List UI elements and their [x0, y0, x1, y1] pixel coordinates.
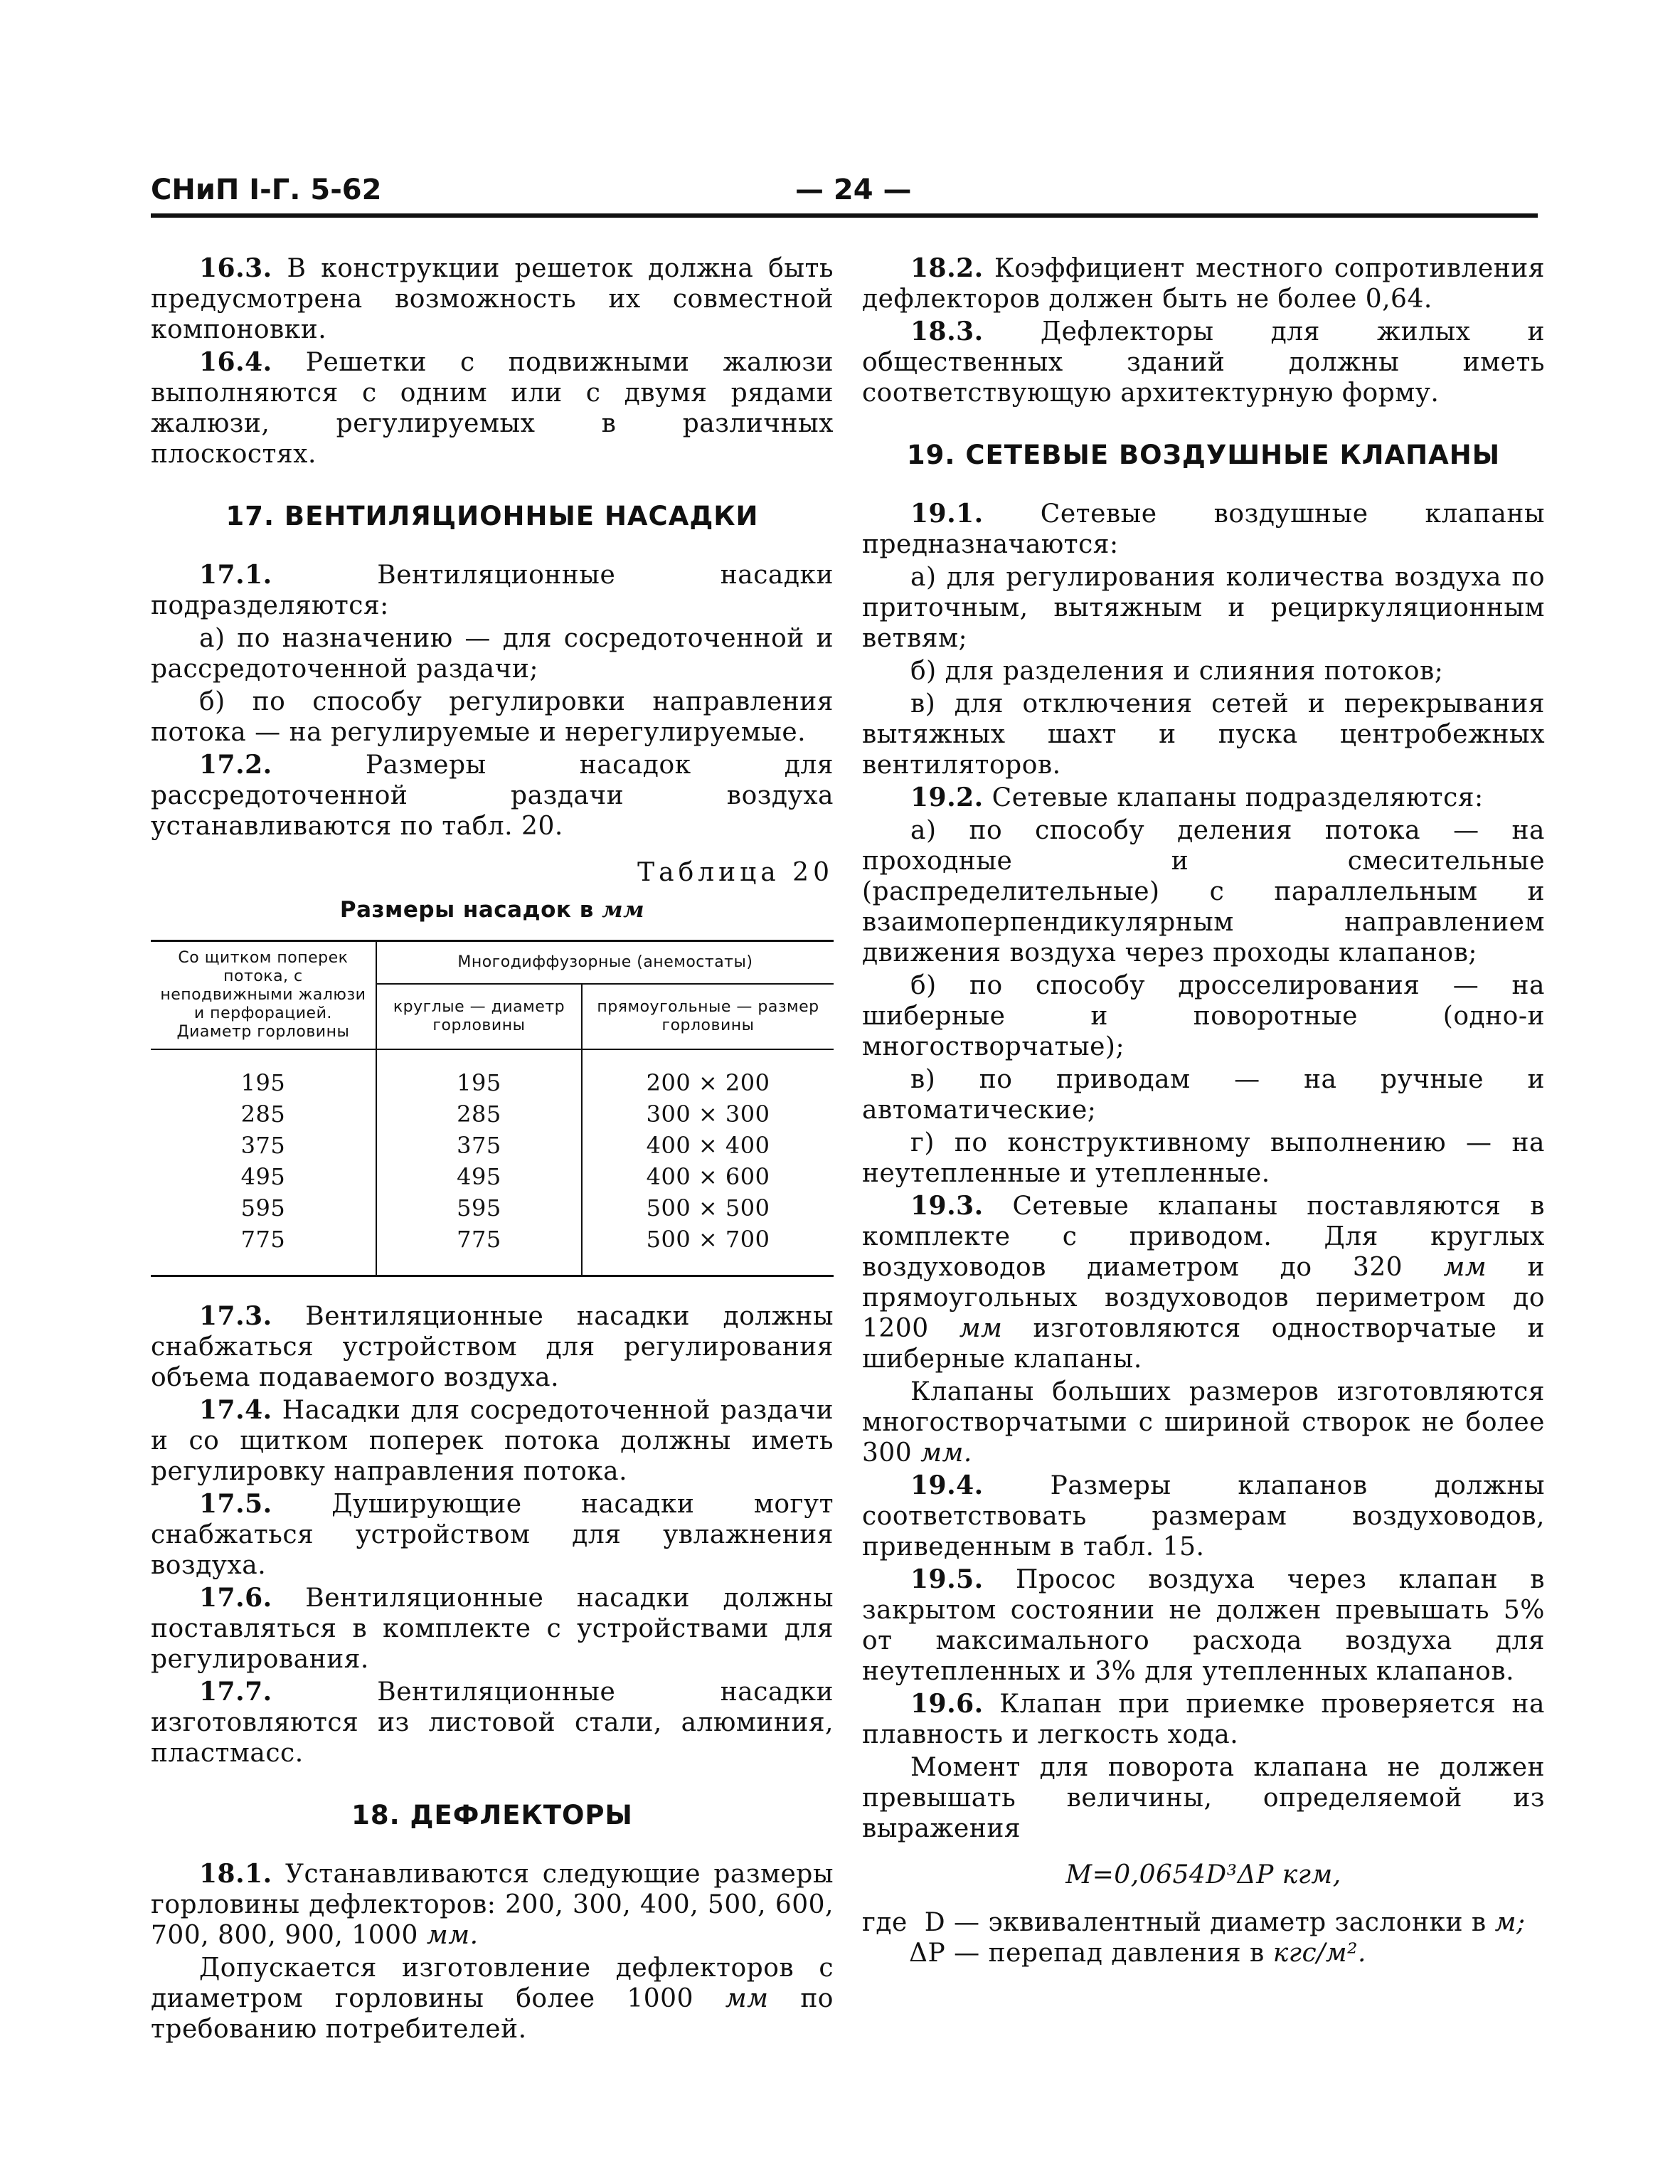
table-cell: 375	[151, 1130, 376, 1161]
left-column	[151, 253, 834, 2047]
table-cell: 775	[376, 1224, 582, 1276]
table-cell: 595	[376, 1192, 582, 1224]
right-column	[862, 253, 1545, 1968]
table-cell: 400 × 400	[646, 1132, 770, 1159]
paragraph-16-3: 16.3. В конструкции решеток должна быть предусмотрена возможность их совместной компоновки.	[151, 253, 834, 344]
table-cell: 775	[151, 1224, 376, 1276]
table-label: Таблица 20	[637, 858, 834, 887]
paragraph-17-1-b: б) по способу регулировки направления потока — на регулируемые и нерегулируемые.	[151, 687, 834, 747]
paragraph-16-4: 16.4. Решетки с подвижными жалюзи выполняются с одним или с двумя рядами жалюзи, регулируемых в различных плоскостях.	[151, 347, 834, 469]
table-row	[151, 1130, 834, 1161]
paragraph-18-2: 18.2. Коэффициент местного сопротивления дефлекторов должен быть не более 0,64.	[862, 253, 1545, 314]
table-row	[151, 1161, 834, 1192]
paragraph-19-3: 19.3. Сетевые клапаны поставляются в комплекте с приводом. Для круглых воздуховодов диаметром до 320 мм и прямоугольных воздуховодов периметром до 1200 мм изготовляются одностворчатые и шиберные клапаны.	[862, 1191, 1545, 1374]
paragraph-19-1-c: в) для отключения сетей и перекрывания вытяжных шахт и пуска центробежных вентиляторов.	[862, 689, 1545, 780]
paragraph-19-5: 19.5. Просос воздуха через клапан в закрытом состоянии не должен превышать 5% от максимального расхода воздуха для неутепленных и 3% для утепленных клапанов.	[862, 1564, 1545, 1686]
paragraph-17-6: 17.6. Вентиляционные насадки должны поставляться в комплекте с устройствами для регулирования.	[151, 1583, 834, 1674]
paragraph-18-1-extra: Допускается изготовление дефлекторов с диаметром горловины более 1000 мм по требованию потребителей.	[151, 1954, 834, 2044]
formula-legend-dp: ΔP — перепад давления в кгс/м².	[909, 1939, 1366, 1968]
paragraph-18-3: 18.3. Дефлекторы для жилых и общественных зданий должны иметь соответствующую архитектурную форму.	[862, 317, 1546, 408]
table-cell: 495	[376, 1161, 582, 1192]
nozzle-dimensions-table	[151, 940, 834, 1277]
section-18-title: 18. ДЕФЛЕКТОРЫ	[351, 1800, 633, 1830]
section-19-title: 19. СЕТЕВЫЕ ВОЗДУШНЫЕ КЛАПАНЫ	[906, 440, 1501, 470]
section-17-title: 17. ВЕНТИЛЯЦИОННЫЕ НАСАДКИ	[225, 501, 759, 531]
paragraph-17-2: 17.2. Размеры насадок для рассредоточенной раздачи воздуха устанавливаются по табл. 20.	[151, 750, 834, 841]
paragraph-19-2-g: г) по конструктивному выполнению — на неутепленные и утепленные.	[862, 1128, 1545, 1188]
table-cell: 300 × 300	[646, 1101, 770, 1128]
table-cell: 500 × 500	[646, 1194, 770, 1221]
paragraph-17-1: 17.1. Вентиляционные насадки подразделяются:	[151, 560, 834, 620]
paragraph-17-1-a: а) по назначению — для сосредоточенной и рассредоточенной раздачи;	[151, 624, 834, 684]
table-cell: 285	[376, 1098, 582, 1130]
paragraph-19-2-b: б) по способу дросселирования — на шиберные и поворотные (одно-и многостворчатые);	[862, 971, 1545, 1061]
table-row	[151, 1098, 834, 1130]
torque-formula: M=0,0654D³ΔP кгм,	[1065, 1860, 1341, 1889]
paragraph-19-6-extra: Момент для поворота клапана не должен превышать величины, определяемой из выражения	[862, 1753, 1545, 1843]
paragraph-17-5: 17.5. Душирующие насадки могут снабжаться устройством для увлажнения воздуха.	[151, 1489, 834, 1580]
table-cell: 495	[151, 1161, 376, 1192]
formula-legend-d: где D — эквивалентный диаметр заслонки в м;	[862, 1908, 1526, 1937]
table-cell: 200 × 200	[646, 1069, 770, 1096]
page-header	[151, 174, 1538, 216]
table-cell: 285	[151, 1098, 376, 1130]
paragraph-17-3: 17.3. Вентиляционные насадки должны снабжаться устройством для регулирования объема подаваемого воздуха.	[151, 1301, 834, 1392]
paragraph-19-1-b: б) для разделения и слияния потоков;	[910, 657, 1444, 686]
document-code: СНиП I-Г. 5-62	[151, 174, 382, 206]
paragraph-19-6: 19.6. Клапан при приемке проверяется на плавность и легкость хода.	[862, 1689, 1546, 1749]
paragraph-18-1: 18.1. Устанавливаются следующие размеры горловины дефлекторов: 200, 300, 400, 500, 600, 700, 800, 900, 1000 мм.	[151, 1859, 834, 1950]
paragraph-19-2-a: а) по способу деления потока — на проходные и смесительные (распределительные) с параллельным и взаимоперпендикулярным направлением движения воздуха через проходы клапанов;	[862, 816, 1545, 968]
paragraph-17-7: 17.7. Вентиляционные насадки изготовляются из листовой стали, алюминия, пластмасс.	[151, 1677, 834, 1768]
table-cell: 500 × 700	[646, 1226, 770, 1253]
table-row	[151, 1224, 834, 1276]
table-header-col1: Со щитком поперек потока, с неподвижными жалюзи и перфорацией. Диаметр горловины	[151, 941, 376, 1050]
paragraph-17-4: 17.4. Насадки для сосредоточенной раздачи и со щитком поперек потока должны иметь регулировку направления потока.	[151, 1395, 834, 1486]
header-rule	[151, 213, 1538, 218]
table-cell: 595	[151, 1192, 376, 1224]
paragraph-19-3-extra: Клапаны больших размеров изготовляются многостворчатыми с шириной створок не более 300 мм.	[862, 1377, 1545, 1468]
table-row	[151, 1192, 834, 1224]
table-cell: 400 × 600	[646, 1163, 770, 1190]
table-header-col3: прямоугольные — размер горловины	[582, 984, 834, 1049]
paragraph-19-1: 19.1. Сетевые воздушные клапаны предназначаются:	[862, 499, 1545, 559]
table-cell: 195	[151, 1049, 376, 1098]
table-cell: 195	[376, 1049, 582, 1098]
table-title: Размеры насадок в мм	[339, 897, 645, 923]
paragraph-19-4: 19.4. Размеры клапанов должны соответствовать размерам воздуховодов, приведенным в табл. 15.	[862, 1470, 1545, 1562]
table-cell: 375	[376, 1130, 582, 1161]
table-row	[151, 1049, 834, 1098]
paragraph-19-2-v: в) по приводам — на ручные и автоматические;	[862, 1065, 1545, 1125]
table-header-group: Многодиффузорные (анемостаты)	[376, 941, 834, 984]
page-number: — 24 —	[795, 174, 912, 206]
table-header-col2: круглые — диаметр горловины	[376, 984, 582, 1049]
paragraph-19-2: 19.2. Сетевые клапаны подразделяются:	[910, 783, 1484, 812]
paragraph-19-1-a: а) для регулирования количества воздуха по приточным, вытяжным и рециркуляционным ветвям;	[862, 563, 1545, 653]
